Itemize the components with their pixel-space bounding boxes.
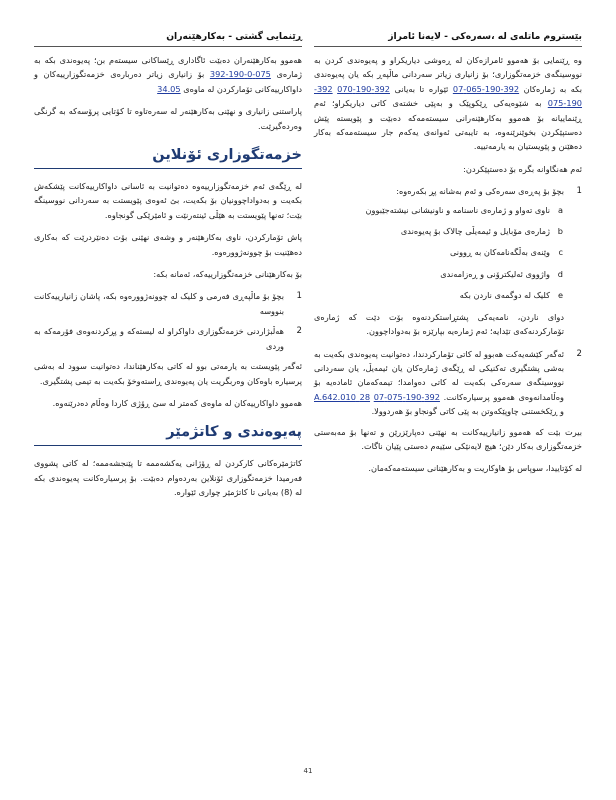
numbered-list [314,184,582,418]
sub-list-item [314,288,563,302]
left-column [34,30,302,508]
list-number: 1 [576,186,582,197]
sub-list-item [314,224,563,238]
list-item-text: بچۆ بۆ پەڕەی سەرەکی و ئەم بەشانە پڕ بکەرەوە: [396,186,564,197]
sub-letter: d [557,268,563,279]
closing-paragraph-2: لە کۆتاییدا، سوپاس بۆ هاوکاریت و بەکارهێنانی سیستەمەکەمان. [368,463,582,474]
phone-link-1[interactable]: 392-190-065-07 [452,83,520,94]
phone-link-5[interactable]: 28 A.642.010 [314,391,371,402]
list-item [34,324,302,353]
phone-link-3[interactable]: 392-190-075 [314,83,583,109]
closing-paragraph: بیرت بێت کە هەموو زانیارییەکانت بە نهێنی دەپارێزرێن و تەنها بۆ مەبەستی خزمەتگوزاری بەکار دێن؛ هیچ لایەنێکی سێیەم دەستی پێیان ناگات. [314,426,582,451]
left-column-title: ڕێنمایی گشتی - بەکارهێنەران [34,30,302,47]
right-column [314,30,582,484]
online-paragraph-3: ئەگەر پێویستت بە یارمەتی بوو لە کاتی بەکارهێناندا، دەتوانیت سوود لە بەشی پرسیارە باوەکان وەربگریت یان پەیوەندی ڕاستەوخۆ بکەیت بە تیمی پشتگیری. [34,361,302,386]
phone-link-a[interactable]: 075-0-190-392 [209,69,271,80]
sub-item-text: ناوی تەواو و ژمارەی ناسنامە و ناونیشانی نیشتەجێبوون [365,204,550,215]
list-item-text: هەڵبژاردنی خزمەتگوزاری داواکراو لە لیستەکە و پڕکردنەوەی فۆرمەکە بە وردی [34,326,284,351]
online-paragraph-1: لە ڕێگەی ئەم خزمەتگوزارییەوە دەتوانیت بە ئاسانی داواکارییەکانت پێشکەش بکەیت و بەدواداچوونیان بۆ بکەیت، بێ ئەوەی پێویستت بە سەردانی نووسینگە بێت؛ تەنها پێویستت بە هێڵی ئینتەرنێت و ئامێرێکی گونجاوە. [34,181,302,220]
list-item [314,347,582,419]
page-number: 41 [303,767,313,775]
sub-list [314,203,564,303]
left-text-tail: بۆ زانیاری زیاتر دەربارەی خزمەتگوزارییەکان و داواکارییەکانی تۆمارکردن لە ماوەی [34,69,302,94]
list-number: 2 [296,326,302,337]
sub-list-item [314,267,563,281]
sub-letter: a [557,204,563,215]
list-number: 1 [296,291,302,302]
sub-item-text: کلیک لە دوگمەی ناردن بکە [459,290,550,301]
deadline-link[interactable]: 34.05 [157,83,181,94]
contact-text: کاتژمێرەکانی کارکردن لە ڕۆژانی یەکشەممە تا پێنجشەممە؛ لە کاتی پشووی فەرمیدا خزمەتگوزاری ئۆنلاین بەردەوام دەبێت. بۆ پرسیارەکانت پەیوەندی بکە لە [34,458,302,498]
online-numbered-list [34,289,302,353]
phone-link-2[interactable]: 392-190-070 [337,83,390,94]
online-paragraph-2: پاش تۆمارکردن، ناوی بەکارهێنەر و وشەی نهێنی بۆت دەنێردرێت کە بەکاری دەهێنیت بۆ چوونەژوورەوە. [34,232,302,257]
list-item-text: بچۆ بۆ ماڵپەڕی فەرمی و کلیک لە چوونەژوورەوە بکە، پاشان زانیارییەکانت بنووسە [34,291,284,316]
section-heading-contact: پەیوەندی و کاتژمێر [34,422,302,446]
contact-text-tail: بەیانی تا کاتژمێر چواری ئێوارە. [173,487,279,498]
list-intro: ئەم هەنگاوانە بگرە بۆ دەستپێکردن: [463,163,582,174]
list-item-text: ئەگەر کێشەیەکت هەبوو لە کاتی تۆمارکردندا، دەتوانیت پەیوەندی بکەیت بە بەشی پشتگیری تەکنیکی لە ڕێگەی ژمارەکان یان ئیمەیڵ، یان سەردانی نووسینگەی سەرەکی بکەیت لە کاتی دەوامدا؛ تیمەکەمان ئامادەیە بۆ وەڵامدانەوەی هەموو پرسیارەکانت. [314,348,564,402]
list-item-tail: و ڕێکخستنی چاوپێکەوتن بە پێی کاتی گونجاو بۆ هەردوولا. [371,406,564,417]
intro-text-2: بە شێوەیەکی ڕێکوپێک و بەپێی خشتەی کاتی دیاریکراو؛ ئەم ڕێنماییانە بۆ هەموو بەکارهێنەرانی سیستەمەکە دەبێت و پێویستە پێش دەستپێکردن بخوێنرێنەوە، بە تایبەتی ئەوانەی یەکەم جار سیستەمەکە بەکار دەهێنن و پێویستیان بە یارمەتییە. [314,98,582,152]
sub-item-text: وێنەی بەڵگەنامەکان بە ڕوونی [449,247,550,258]
contact-hours: (8) [280,487,293,498]
left-paragraph-2: پاراستنی زانیاری و نهێنی بەکارهێنەر لە سەرەتاوە تا کۆتایی پرۆسەکە بە گرنگی وەردەگیرێت. [34,106,302,131]
section-heading-online: خزمەتگوزاری ئۆنلاین [34,145,302,169]
right-column-title: بێستروم ماتلەی لە ،سەرەکی - لایەنا ئامراز [314,30,582,47]
left-paragraph-1 [34,53,302,96]
phone-note: ئێوارە تا بەیانی [394,83,449,94]
sub-item-text: واژووی ئەلیکترۆنی و ڕەزامەندی [440,268,550,279]
sub-item-text: ژمارەی مۆبایل و ئیمەیڵی چالاک بۆ پەیوەندی [400,226,550,237]
sub-letter: b [557,226,563,237]
sub-letter: c [558,247,563,258]
sub-list-item [314,245,563,259]
list-item-note: دوای ناردن، نامەیەکی پشتڕاستکردنەوە بۆت دێت کە ژمارەی تۆمارکردنەکەی تێدایە؛ ئەم ژمارەیە بپارێزە بۆ بەدواداچوون. [314,311,564,337]
online-paragraph-4: هەموو داواکارییەکان لە ماوەی کەمتر لە سێ ڕۆژی کاردا وەڵام دەدرێنەوە. [52,397,302,408]
left-text: هەموو بەکارهێنەران دەبێت ئاگاداری ڕێساکانی سیستەم بن؛ پەیوەندی بکە بە ژمارەی [34,55,303,80]
contact-paragraph [34,456,302,499]
list-item [34,289,302,318]
phone-link-4[interactable]: 392-190-075-07 [373,391,440,402]
online-list-intro: بۆ بەکارهێنانی خزمەتگوزارییەکە، ئەمانە بکە: [153,269,302,280]
list-item [314,184,582,338]
list-number: 2 [576,348,582,359]
sub-list-item [314,203,563,217]
sub-letter: e [557,290,563,301]
intro-paragraph [314,53,582,154]
intro-text: وە ڕێنمایی بۆ هەموو ئامرازەکان لە ڕەوشی دیاریکراو و پەیوەندی کردن بە نووسینگەی خزمەتگوزاری؛ بۆ زانیاری زیاتر سەردانی ماڵپەڕ بکە یان پەیوەندی بکە بە ژمارەکان [314,55,582,94]
